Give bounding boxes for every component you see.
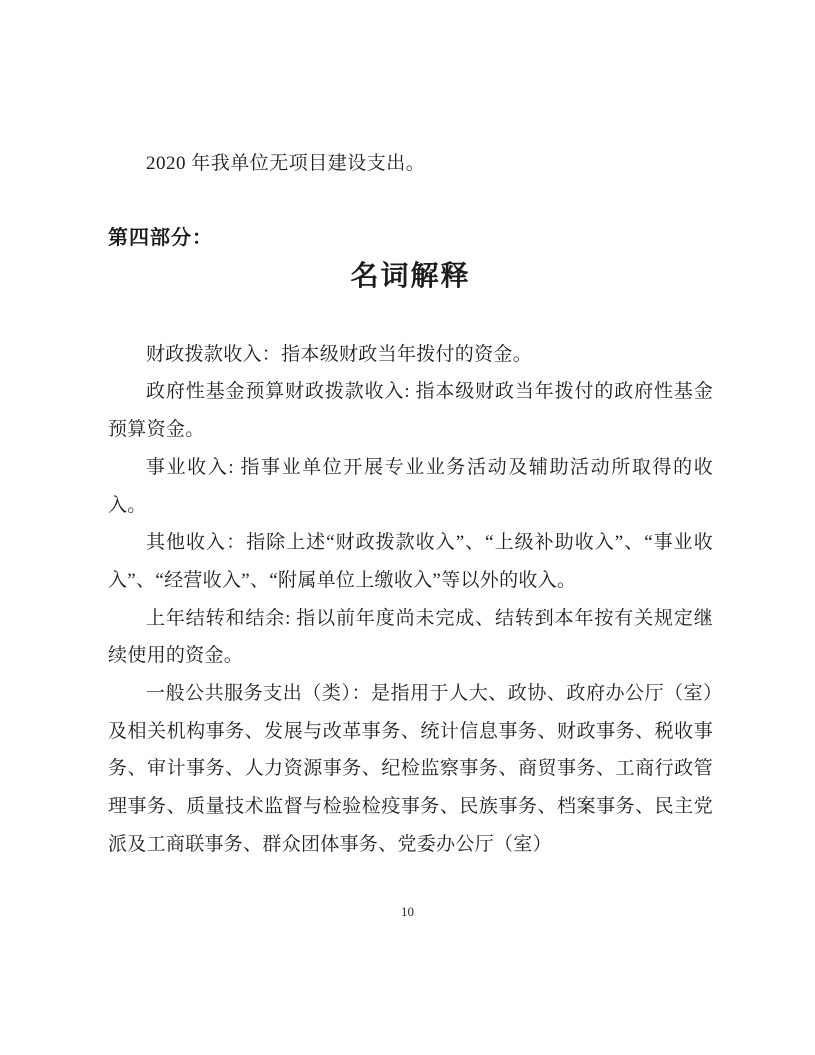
section-title: 名词解释 bbox=[350, 260, 471, 292]
definition-paragraph-other-income: 其他收入：指除上述“财政拨款收入”、“上级补助收入”、“事业收入”、“经营收入”、“附属单位上缴收入”等以外的收入。 bbox=[108, 532, 713, 591]
definition-paragraph-business-income: 事业收入: 指事业单位开展专业业务活动及辅助活动所取得的收入。 bbox=[108, 456, 713, 516]
page-footer bbox=[0, 902, 815, 922]
section-label: 第四部分： bbox=[108, 226, 213, 249]
definition-paragraph-fiscal-appropriation-income: 财政拨款收入：指本级财政当年拨付的资金。 bbox=[146, 343, 533, 365]
definition-paragraph-government-fund-budget-income: 政府性基金预算财政拨款收入: 指本级财政当年拨付的政府性基金预算资金。 bbox=[108, 381, 713, 441]
paragraph-no-project-expenditure: 2020 年我单位无项目建设支出。 bbox=[146, 153, 426, 174]
page-number: 10 bbox=[401, 904, 414, 919]
definitions-section bbox=[108, 336, 713, 864]
definition-paragraph-general-public-service-expenditure: 一般公共服务支出（类）：是指用于人大、政协、政府办公厅（室）及相关机构事务、发展与改革事务、统计信息事务、财政事务、税收事务、审计事务、人力资源事务、纪检监察事务、商贸事务、工商行政管理事务、质量技术监督与检验检疫事务、民族事务、档案事务、民主党派及工商联事务、群众团体事务、党委办公厅（室） bbox=[108, 683, 713, 855]
definition-paragraph-carryover-and-surplus: 上年结转和结余: 指以前年度尚未完成、结转到本年按有关规定继续使用的资金。 bbox=[108, 607, 713, 667]
